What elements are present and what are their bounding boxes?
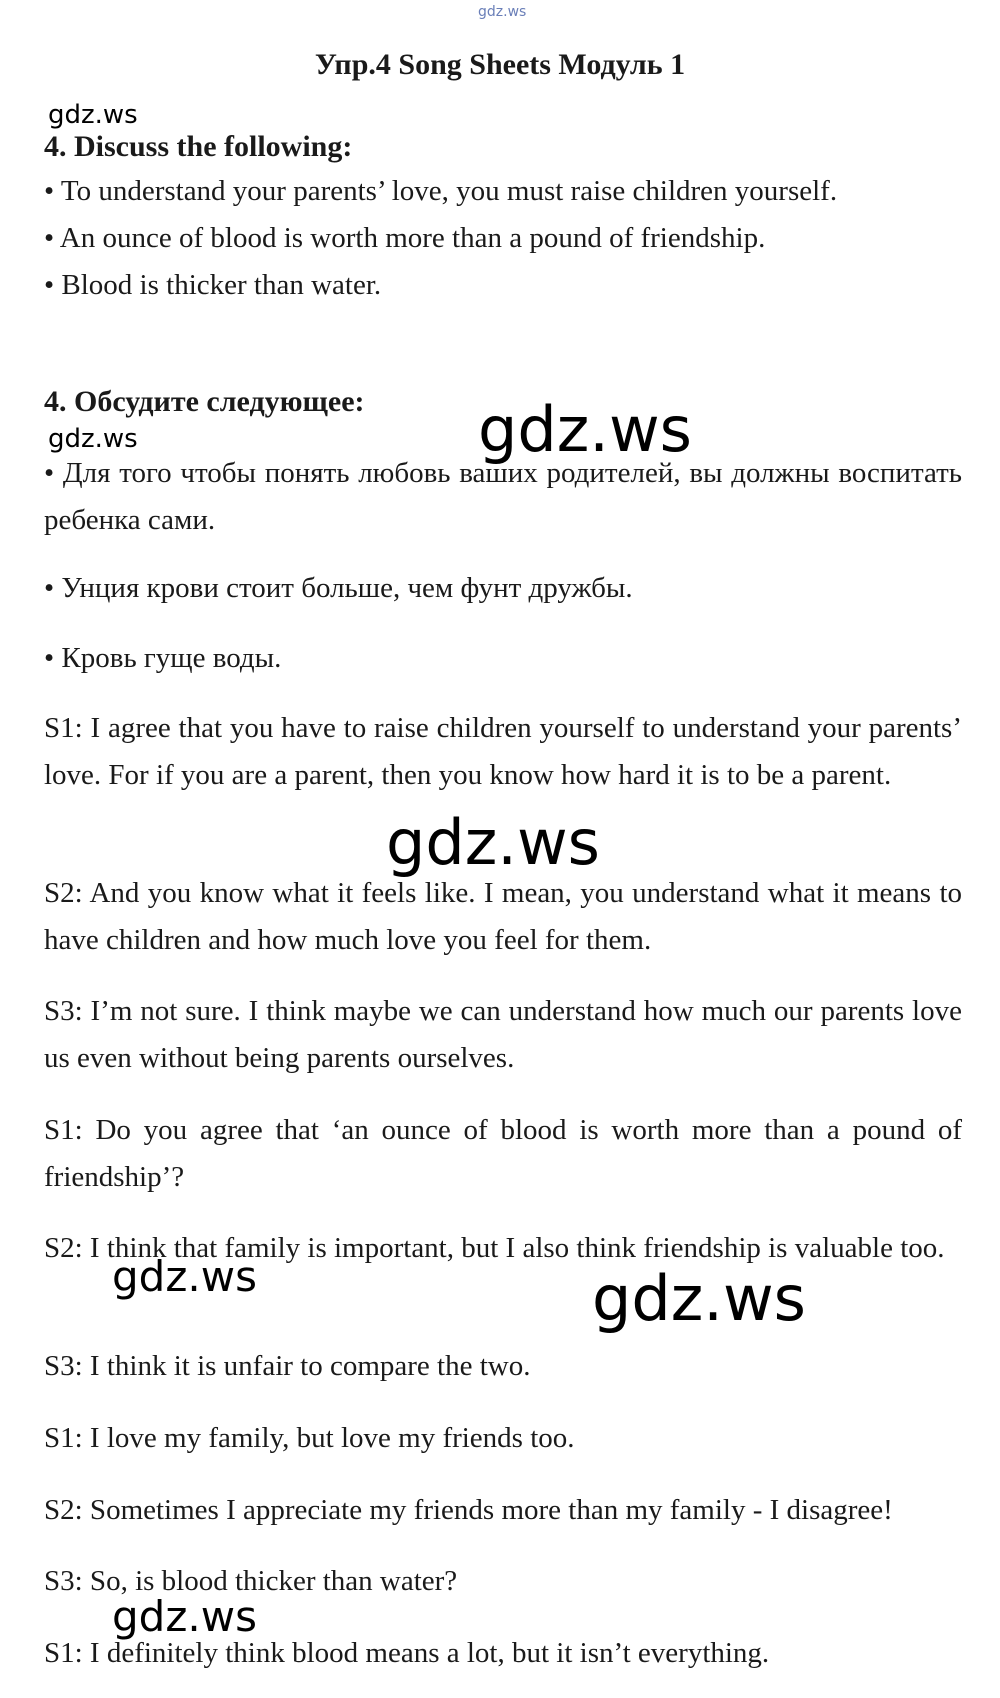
russian-heading: 4. Обсудите следующее:	[44, 385, 365, 418]
top-watermark: gdz.ws	[478, 4, 527, 20]
russian-bullet-1: • Для того чтобы понять любовь ваших родителей, вы должны воспитать ребенка сами.	[44, 457, 962, 536]
dialogue-line-4: S1: Do you agree that ‘an ounce of blood is worth more than a pound of friendship’?	[44, 1114, 962, 1193]
dialogue-line-10: S1: I definitely think blood means a lot, but it isn’t everything.	[44, 1637, 770, 1669]
dialogue-line-5: S2: I think that family is important, but I also think friendship is valuable too.	[44, 1232, 945, 1264]
russian-bullet-3: • Кровь гуще воды.	[44, 642, 282, 674]
english-bullet-2: • An ounce of blood is worth more than a pound of friendship.	[44, 222, 766, 254]
dialogue-line-9: S3: So, is blood thicker than water?	[44, 1565, 458, 1597]
russian-bullet-2: • Унция крови стоит больше, чем фунт дружбы.	[44, 572, 633, 604]
dialogue-line-8: S2: Sometimes I appreciate my friends more than my family - I disagree!	[44, 1494, 893, 1526]
dialogue-line-6: S3: I think it is unfair to compare the two.	[44, 1350, 531, 1382]
watermark: gdz.ws	[48, 424, 138, 454]
english-bullet-1: • To understand your parents’ love, you must raise children yourself.	[44, 175, 838, 207]
dialogue-line-1: S1: I agree that you have to raise children yourself to understand your parents’ love. For if you are a parent, then you know how hard it is to be a parent.	[44, 712, 962, 791]
dialogue-line-7: S1: I love my family, but love my friends too.	[44, 1422, 575, 1454]
english-heading: 4. Discuss the following:	[44, 130, 353, 163]
watermark: gdz.ws	[386, 806, 600, 879]
dialogue-line-2: S2: And you know what it feels like. I mean, you understand what it means to have children and how much love you feel for them.	[44, 877, 962, 956]
watermark: gdz.ws	[592, 1262, 806, 1335]
watermark: gdz.ws	[48, 100, 138, 130]
watermark: gdz.ws	[112, 1592, 257, 1641]
watermark: gdz.ws	[478, 393, 692, 466]
dialogue-line-3: S3: I’m not sure. I think maybe we can understand how much our parents love us even without being parents ourselves.	[44, 995, 962, 1074]
watermark: gdz.ws	[112, 1252, 257, 1301]
page-title: Упр.4 Song Sheets Модуль 1	[314, 48, 686, 81]
english-bullet-3: • Blood is thicker than water.	[44, 269, 382, 301]
